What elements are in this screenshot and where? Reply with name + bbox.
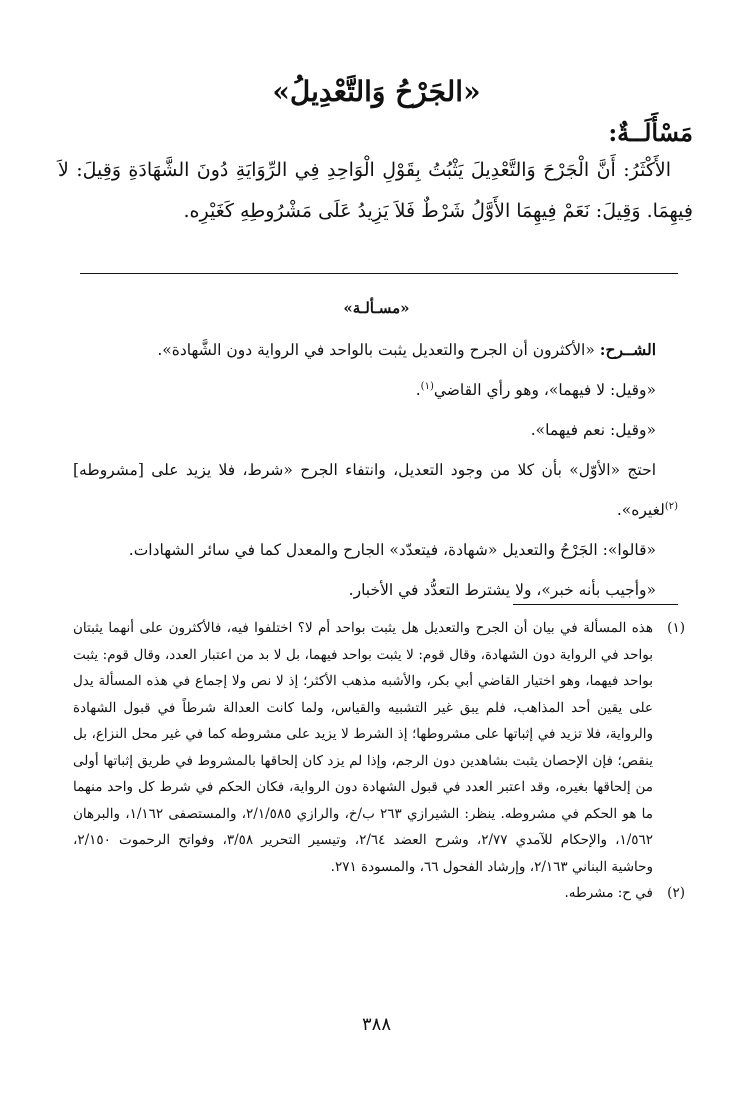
footnote-text: في ح: مشرطه. [564, 885, 653, 901]
footnote-ref[interactable]: (١) [420, 380, 434, 392]
sharh-text: «وقيل: لا فيهما»، وهو رأي القاضي [433, 381, 656, 399]
page-number: ٣٨٨ [361, 1014, 391, 1035]
sharh-paragraph [73, 330, 678, 370]
sharh-paragraph: «وأجيب بأنه خبر»، ولا يشترط التعدُّد في الأخبار. [348, 581, 656, 599]
sharh-paragraph: «قالوا»: الجَرْحُ والتعديل «شهادة، فيتعدّد» الجارح والمعدل كما في سائر الشهادات. [128, 541, 656, 559]
sharh-text: لغيره». [616, 501, 665, 519]
footnote-separator [513, 604, 678, 605]
sharh-heading: «مسـألـة» [343, 299, 410, 317]
sharh-text: . [415, 381, 421, 399]
matn-heading: مَسْأَلَــةٌ: [608, 118, 693, 147]
sharh-body [73, 330, 678, 610]
footnote-number: (٢) [667, 885, 685, 901]
sharh-paragraph [73, 450, 678, 530]
sharh-paragraph [73, 370, 678, 410]
footnote-number: (١) [667, 620, 685, 636]
matn-separator [80, 273, 678, 274]
matn-text: الأَكْثَرُ: أَنَّ الْجَرْحَ وَالتَّعْدِيلَ يَثْبُتُ بِقَوْلِ الْوَاحِدِ فِي الرِّوَايَةِ دُونَ الشَّهَادَةِ وَقِيلَ: لاَ فِيهِمَا. وَقِيلَ: نَعَمْ فِيهِمَا الأَوَّلُ شَرْطٌ فَلاَ يَزِيدُ عَلَى مَشْرُوطِهِ كَغَيْرِه. [58, 159, 693, 222]
footnote-ref[interactable]: (٢) [664, 500, 678, 512]
chapter-title: «الجَرْحُ وَالتَّعْدِيلُ» [272, 75, 481, 108]
footnote-text: هذه المسألة في بيان أن الجرح والتعديل هل يثبت بواحد أم لا؟ اختلفوا فيه، فالأكثرون على أنهما يثبتان بواحد في الرواية دون الشهادة، وقال قوم: لا يثبت بواحد فيهما، بل لا بد من اعتبار العدد، وقال قوم: يثبت بواحد فيهما، وهو اختيار القاضي أبي بكر، والأشبه مذهب الأكثر؛ إذ لا نص ولا إجماع في هذه المسألة يدل على يقين أحد المذاهب، فلم يبق غير التشبيه والقياس، ولما كانت العدالة شرطاً في قبول الشهادة والرواية، فلا تزيد في إثباتها على مشروطها؛ إذ الشرط لا يزيد على مشروطه كما في غير محل النزاع، بل ينقص؛ فإن الإحصان يثبت بشاهدين دون الرجم، وإذا لم يزد كان إلحاقها بالمشروط في طريق إثباتها أولى من إلحاقها بغيره، وقد اعتبر العدد في قبول الشهادة دون الرواية، فكان الحكم في شرط كل واحد منهما ما هو الحكم في مشروطه. ينظر: الشيرازي ٢٦٣ ب/خ، والرازي ٢/١/٥٨٥، والمستصفى ١/١٦٢، والبرهان ١/٥٦٢، والإحكام للآمدي ٢/٧٧، وشرح العضد ٢/٦٤، وتيسير التحرير ٣/٥٨، وفواتح الرحموت ٢/١٥٠، وحاشية البناني ٢/١٦٣، وإرشاد الفحول ٦٦، والمسودة ٢٧١. [73, 620, 653, 875]
footnotes [73, 615, 685, 907]
footnote [73, 880, 685, 907]
sharh-text: احتج «الأوّل» بأن كلا من وجود التعديل، وانتفاء الجرح «شرط، فلا يزيد على [مشروطه] [73, 461, 656, 479]
footnote [73, 615, 685, 880]
sharh-text: «الأكثرون أن الجرح والتعديل يثبت بالواحد في الرواية دون الشَّهادة». [157, 341, 595, 359]
sharh-label: الشــرح: [599, 340, 656, 359]
sharh-paragraph: «وقيل: نعم فيهما». [530, 421, 656, 439]
